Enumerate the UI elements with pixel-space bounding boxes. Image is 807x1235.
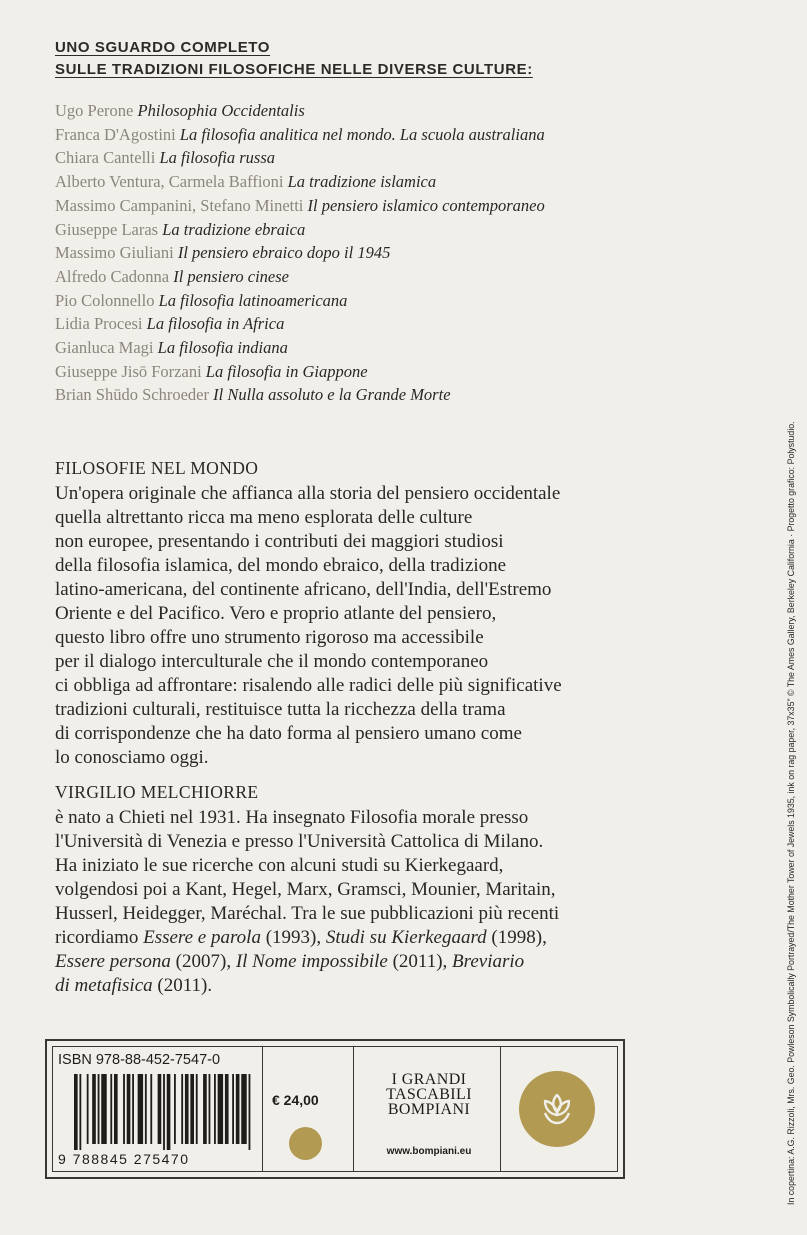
book-author: Massimo Giuliani: [55, 243, 174, 263]
book-title: La filosofia in Giappone: [205, 361, 368, 381]
book-title: La filosofia analitica nel mondo. La scuola australiana: [179, 124, 545, 144]
book-author: Ugo Perone: [55, 101, 134, 120]
book-item: [55, 218, 545, 242]
author-biography: [55, 806, 559, 998]
box-divider: [500, 1046, 501, 1172]
book-item: [55, 146, 545, 170]
book-title: La tradizione ebraica: [162, 219, 306, 239]
book-item: [55, 265, 545, 289]
book-title: Il Nulla assoluto e la Grande Morte: [213, 385, 451, 405]
description-line: quella altrettanto ricca ma meno esplorata delle culture: [55, 507, 473, 528]
book-title: Il pensiero ebraico dopo il 1945: [177, 243, 391, 263]
description-line: della filosofia islamica, del mondo ebraico, della tradizione: [55, 555, 507, 576]
bio-line: Ha iniziato le sue ricerche con alcuni studi su Kierkegaard,: [55, 855, 504, 876]
header-line-1: UNO SGUARDO COMPLETO: [55, 39, 271, 56]
book-author: Chiara Cantelli: [55, 148, 156, 168]
book-author: Franca D'Agostini: [55, 124, 176, 144]
description-line: latino-americana, del continente africano, dell'India, dell'Estremo: [55, 579, 552, 600]
book-title: La filosofia in Africa: [146, 314, 285, 334]
box-divider: [262, 1046, 263, 1172]
book-item: [55, 336, 545, 360]
book-title: Il pensiero cinese: [173, 266, 289, 286]
bio-works-line-1: [55, 926, 559, 950]
work-title: Studi su Kierkegaard: [325, 927, 487, 948]
bio-text: (1998),: [486, 927, 547, 948]
series-name: [370, 1072, 488, 1117]
book-title: La filosofia russa: [159, 148, 276, 168]
header-line-2: SULLE TRADIZIONI FILOSOFICHE NELLE DIVERSE CULTURE:: [55, 61, 533, 78]
bio-line: Husserl, Heidegger, Maréchal. Tra le sue pubblicazioni più recenti: [55, 903, 560, 924]
description-line: Oriente e del Pacifico. Vero e proprio atlante del pensiero,: [55, 603, 497, 624]
bio-line: volgendosi poi a Kant, Hegel, Marx, Gramsci, Mounier, Maritain,: [55, 879, 556, 900]
work-title: Il Nome impossibile: [235, 951, 388, 972]
book-title: La filosofia latinoamericana: [158, 290, 348, 310]
book-item: [55, 383, 545, 407]
description-line: tradizioni culturali, restituisce tutta la ricchezza della trama: [55, 699, 506, 720]
book-author: Lidia Procesi: [55, 314, 143, 334]
book-item: [55, 241, 545, 265]
book-author: Massimo Campanini, Stefano Minetti: [55, 195, 304, 215]
description-line: Un'opera originale che affianca alla storia del pensiero occidentale: [55, 483, 561, 504]
bio-text: (2007),: [170, 951, 236, 972]
bio-text: (2011),: [387, 951, 453, 972]
author-name: VIRGILIO MELCHIORRE: [55, 782, 259, 802]
book-author: Pio Colonnello: [55, 290, 155, 310]
description-line: lo conosciamo oggi.: [55, 747, 209, 768]
bio-text: (1993),: [260, 927, 326, 948]
bompiani-logo-icon: [519, 1071, 595, 1147]
book-item: [55, 123, 545, 147]
book-item: [55, 194, 545, 218]
bio-text: ricordiamo: [55, 927, 144, 948]
book-author: Brian Shūdo Schroeder: [55, 385, 209, 405]
book-item: [55, 99, 545, 123]
book-item: [55, 170, 545, 194]
work-title: Breviario: [452, 951, 525, 972]
book-author: Gianluca Magi: [55, 338, 154, 358]
barcode-icon: [74, 1074, 254, 1150]
description-line: non europee, presentando i contributi dei maggiori studiosi: [55, 531, 504, 552]
bio-line: l'Università di Venezia e presso l'Università Cattolica di Milano.: [55, 831, 544, 852]
book-list: [55, 99, 545, 407]
bio-text: (2011).: [152, 975, 213, 996]
description-line: ci obbliga ad affrontare: risalendo alle radici delle più significative: [55, 675, 562, 696]
gold-dot-icon: [289, 1127, 322, 1160]
series-line: BOMPIANI: [387, 1101, 471, 1118]
book-author: Alfredo Cadonna: [55, 266, 170, 286]
work-title: di metafisica: [55, 975, 153, 996]
book-author: Giuseppe Laras: [55, 219, 159, 239]
book-title: La tradizione islamica: [287, 172, 437, 192]
book-item: [55, 289, 545, 313]
work-title: Essere e parola: [143, 927, 261, 948]
description-line: questo libro offre uno strumento rigoroso ma accessibile: [55, 627, 484, 648]
book-author: Alberto Ventura, Carmela Baffioni: [55, 172, 284, 192]
header: [55, 37, 533, 81]
book-item: [55, 312, 545, 336]
bio-works-line-2: [55, 950, 559, 974]
book-author: Giuseppe Jisō Forzani: [55, 361, 202, 381]
isbn: ISBN 978-88-452-7547-0: [58, 1052, 221, 1068]
price: € 24,00: [272, 1092, 319, 1108]
series-line: I GRANDI: [391, 1071, 467, 1088]
cover-credits: In copertina: A.G. Rizzoli, Mrs. Geo. Powleson Symbolically Portrayed/The Mother Tower of Jewels 1935, ink on rag paper, 37x35" © The Ames Gallery, Berkeley California · Progetto grafico: Polystudio.: [786, 421, 796, 1205]
description-line: per il dialogo interculturale che il mondo contemporaneo: [55, 651, 489, 672]
work-title: Essere persona: [55, 951, 171, 972]
book-title: La filosofia indiana: [157, 338, 288, 358]
description-text: [55, 482, 562, 770]
bio-works-line-3: [55, 974, 559, 998]
book-item: [55, 360, 545, 384]
description-title: FILOSOFIE NEL MONDO: [55, 458, 259, 478]
series-line: TASCABILI: [386, 1086, 472, 1103]
barcode-digits: 9 788845 275470: [58, 1151, 190, 1167]
book-title: Il pensiero islamico contemporaneo: [307, 195, 545, 215]
book-title: Philosophia Occidentalis: [137, 101, 305, 120]
publisher-website: www.bompiani.eu: [386, 1146, 472, 1157]
description-line: di corrispondenze che ha dato forma al pensiero umano come: [55, 723, 522, 744]
bio-line: è nato a Chieti nel 1931. Ha insegnato Filosofia morale presso: [55, 807, 529, 828]
box-divider: [353, 1046, 354, 1172]
